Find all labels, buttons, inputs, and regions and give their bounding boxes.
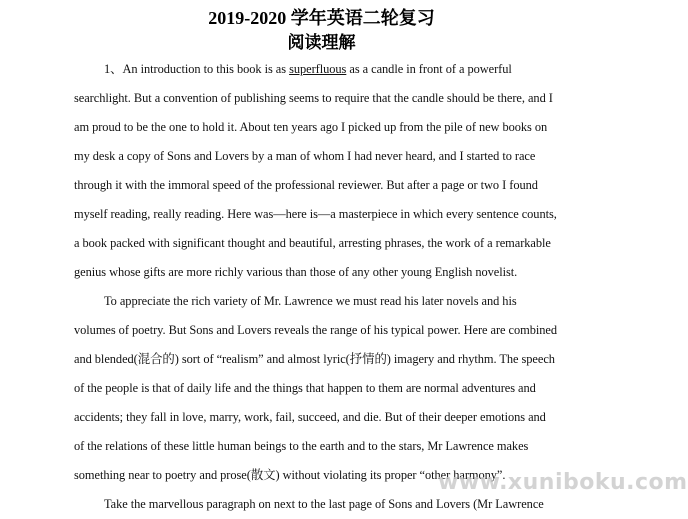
text-line: something near to poetry and prose(散文) without violating its proper “other harmony”. [74,468,506,482]
watermark: www.xuniboku.com [438,470,688,495]
question-number: 1、 [104,62,123,76]
paragraph-2 [74,287,579,490]
text-line: Take the marvellous paragraph on next to the last page of Sons and Lovers (Mr Lawrence [104,497,544,511]
text-line: volumes of poetry. But Sons and Lovers reveals the range of his typical power. Here are combined [74,323,557,337]
text-line: myself reading, really reading. Here was—here is—a masterpiece in which every sentence counts, [74,207,557,221]
text-line: a book packed with significant thought and beautiful, arresting phrases, the work of a remarkable [74,236,551,250]
paragraph-1 [74,55,579,287]
document-subtitle: 阅读理解 [287,33,356,52]
text-line: and blended(混合的) sort of “realism” and almost lyric(抒情的) imagery and rhythm. The speech [74,352,555,366]
document-title: 2019-2020 学年英语二轮复习 [208,8,435,28]
text-line: through it with the immoral speed of the professional reviewer. But after a page or two I found [74,178,538,192]
reading-passage [74,55,579,519]
underlined-word: superfluous [289,62,347,76]
text-line: genius whose gifts are more richly various than those of any other young English novelist. [74,265,518,279]
text-line: my desk a copy of Sons and Lovers by a man of whom I had never heard, and I started to race [74,149,536,163]
text-line: of the relations of these little human beings to the earth and to the stars, Mr Lawrence makes [74,439,529,453]
text-line: accidents; they fall in love, marry, work, fail, succeed, and die. But of their deeper emotions and [74,410,546,424]
text-line: am proud to be the one to hold it. About ten years ago I picked up from the pile of new books on [74,120,548,134]
text-line: of the people is that of daily life and the things that happen to them are normal adventures and [74,381,536,395]
text-line: To appreciate the rich variety of Mr. Lawrence we must read his later novels and his [104,294,517,308]
text-line: 1、An introduction to this book is as superfluous as a candle in front of a powerful [104,62,512,76]
text-line: searchlight. But a convention of publishing seems to require that the candle should be there, and I [74,91,553,105]
